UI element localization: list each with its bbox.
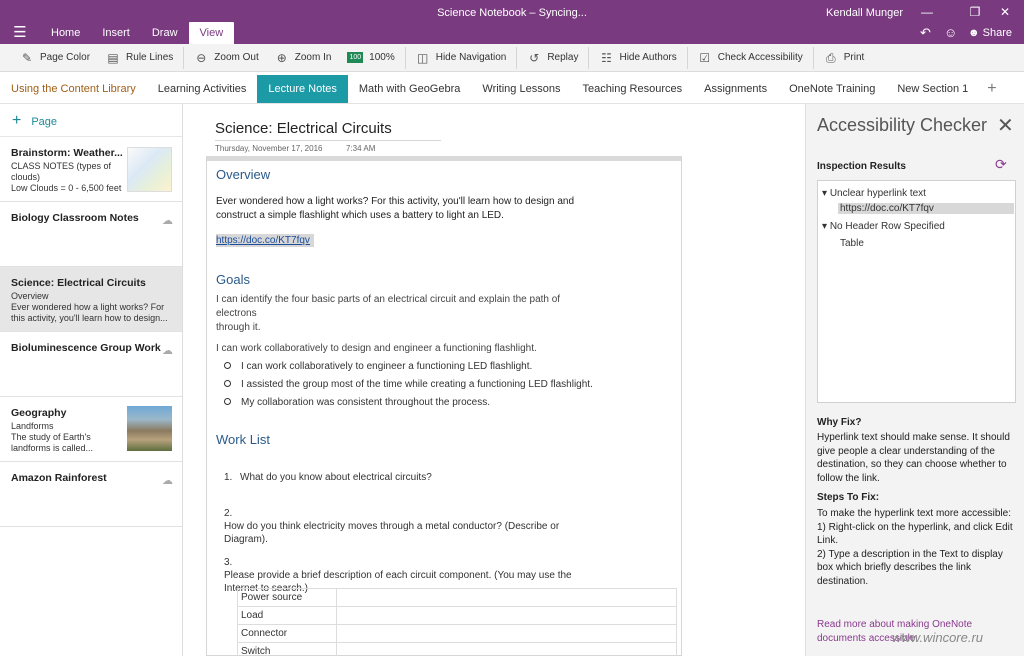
overview-text: [216, 195, 596, 223]
hide-authors-label: Hide Authors: [619, 52, 677, 63]
section-tab-assignments[interactable]: Assignments: [704, 83, 768, 95]
page-item-title: Biology Classroom Notes: [11, 212, 139, 224]
worklist-number: 3.: [224, 557, 233, 568]
bullet-text: I can work collaboratively to engineer a functioning LED flashlight.: [241, 361, 533, 372]
steps-line: 1) Right-click on the hyperlink, and click Edit Link.: [817, 521, 1013, 546]
replay-button[interactable]: [519, 44, 586, 72]
print-icon: ⎙: [825, 50, 836, 65]
zoom-in-icon: ⊕: [276, 50, 287, 65]
worklist-text: What do you know about electrical circuits?: [240, 472, 432, 483]
bullet-circle-icon: [224, 362, 231, 369]
hide-navigation-icon: ◫: [417, 50, 429, 65]
worklist-heading: Work List: [216, 432, 270, 447]
zoom-100-button[interactable]: [339, 44, 402, 72]
rule-lines-icon: ▤: [107, 50, 119, 65]
share-button[interactable]: [968, 24, 1012, 42]
why-fix-text: Hyperlink text should make sense. It should give people a clear understanding of the destination, so they can choose whether to follow the link.: [817, 432, 1010, 484]
page-item-preview: this activity, you'll learn how to design...: [11, 313, 168, 323]
close-icon[interactable]: ✕: [999, 5, 1011, 19]
ribbon-divider: [405, 47, 406, 69]
page-date: Thursday, November 17, 2016: [215, 144, 323, 153]
bullet-text: I assisted the group most of the time while creating a functioning LED flashlight.: [241, 379, 593, 390]
page-item-title: Science: Electrical Circuits: [11, 277, 146, 289]
result-item[interactable]: Table: [840, 238, 864, 249]
goals-heading: Goals: [216, 272, 250, 287]
table-cell[interactable]: Load: [238, 607, 337, 625]
page-canvas[interactable]: [184, 104, 804, 656]
worklist-text: How do you think electricity moves through a metal conductor? (Describe or Diagram).: [224, 521, 560, 545]
page-item-electrical-circuits[interactable]: [0, 267, 182, 332]
ribbon-toolbar: [0, 44, 1024, 72]
section-tab-new-section-1[interactable]: New Section 1: [897, 83, 969, 95]
why-fix-label: Why Fix?: [817, 417, 862, 428]
user-name[interactable]: Kendall Munger: [826, 7, 904, 19]
page-title[interactable]: Science: Electrical Circuits: [215, 120, 441, 141]
zoom-out-icon: ⊖: [196, 50, 207, 65]
result-group-label: Unclear hyperlink text: [829, 188, 926, 199]
hyperlink[interactable]: https://doc.co/KT7fqv: [216, 234, 314, 247]
zoom-out-label: Zoom Out: [214, 52, 259, 63]
check-accessibility-icon: ☑: [699, 50, 711, 65]
goals-text-collab: I can work collaboratively to design and engineer a functioning flashlight.: [216, 343, 537, 354]
rule-lines-button[interactable]: [98, 44, 181, 72]
section-tab-content-library[interactable]: Using the Content Library: [11, 83, 136, 95]
result-item[interactable]: https://doc.co/KT7fqv: [838, 203, 1014, 214]
page-color-label: Page Color: [40, 52, 91, 63]
page-item-preview: The study of Earth's: [11, 432, 91, 442]
worklist-item: [224, 507, 584, 546]
goals-text-line: through it.: [216, 322, 261, 333]
tab-draw[interactable]: Draw: [151, 27, 178, 39]
window-title: Science Notebook – Syncing...: [437, 7, 587, 19]
steps-to-fix-text: [817, 507, 1017, 588]
replay-label: Replay: [547, 52, 579, 63]
accessibility-checker-title: Accessibility Checker: [817, 115, 988, 135]
tab-insert[interactable]: Insert: [102, 27, 130, 39]
ribbon-divider: [813, 47, 814, 69]
hide-navigation-label: Hide Navigation: [435, 52, 507, 63]
table-row: [238, 625, 677, 643]
section-tab-teaching-resources[interactable]: Teaching Resources: [582, 83, 683, 95]
plus-icon: +: [12, 112, 22, 129]
add-page-label: Page: [31, 116, 58, 128]
overview-text-line: construct a simple flashlight which uses a battery to light an LED.: [216, 210, 504, 221]
check-accessibility-label: Check Accessibility: [717, 52, 803, 63]
minimize-icon[interactable]: —: [921, 5, 933, 19]
table-row: [238, 589, 677, 607]
worklist-number: 1.: [224, 472, 233, 483]
circuit-table[interactable]: [237, 588, 677, 656]
page-item-preview: Low Clouds = 0 - 6,500 feet: [11, 183, 122, 193]
steps-to-fix-label: Steps To Fix:: [817, 492, 880, 503]
zoom-out-button[interactable]: [186, 44, 266, 72]
zoom-100-icon: 100: [349, 54, 362, 61]
print-button[interactable]: [816, 44, 873, 72]
bullet-circle-icon: [224, 398, 231, 405]
table-row: [238, 643, 677, 656]
menu-tabs: [40, 22, 234, 44]
table-cell[interactable]: [337, 607, 677, 625]
hamburger-menu-icon[interactable]: ☰: [13, 24, 27, 41]
section-tab-onenote-training[interactable]: OneNote Training: [789, 83, 876, 95]
hide-navigation-button[interactable]: [408, 44, 515, 72]
page-item-geography[interactable]: [0, 397, 182, 462]
worklist-text: Please provide a brief description of each circuit component. (You may use the Internet to search.): [224, 570, 572, 594]
page-item-preview: Overview: [11, 291, 49, 301]
table-cell[interactable]: Power source: [238, 589, 337, 607]
page-time: 7:34 AM: [346, 144, 376, 153]
page-item-brainstorm[interactable]: [0, 137, 182, 202]
table-cell[interactable]: Switch: [238, 643, 337, 656]
goals-text-line: I can identify the four basic parts of an electrical circuit and explain the path of electrons: [216, 294, 561, 319]
tab-view[interactable]: View: [189, 22, 235, 44]
ribbon-divider: [687, 47, 688, 69]
table-row: [238, 607, 677, 625]
overview-text-line: Ever wondered how a light works? For this activity, you'll learn how to design and: [216, 196, 575, 207]
undo-icon[interactable]: ↶: [920, 25, 931, 40]
page-item-preview: landforms is called...: [11, 443, 94, 453]
page-item-title: Bioluminescence Group Work: [11, 342, 161, 354]
result-group[interactable]: [822, 188, 926, 199]
section-tab-lecture-notes[interactable]: Lecture Notes: [257, 75, 347, 103]
table-cell[interactable]: [337, 643, 677, 656]
caret-down-icon: ▾: [822, 221, 830, 232]
worklist-item: [224, 471, 584, 484]
page-item-title: Brainstorm: Weather...: [11, 147, 123, 159]
page-thumbnail-image: [127, 406, 172, 451]
share-person-icon: ☻: [968, 27, 983, 39]
ribbon-divider: [588, 47, 589, 69]
replay-icon: ↺: [529, 50, 540, 65]
bullet-item: [224, 379, 593, 390]
steps-line: 2) Type a description in the Text to display box which briefly describes the link destination.: [817, 548, 1003, 587]
hide-authors-button[interactable]: [591, 44, 684, 72]
caret-down-icon: ▾: [822, 188, 830, 199]
cloud-icon: ☁: [162, 345, 173, 357]
add-section-icon[interactable]: +: [987, 80, 997, 97]
restore-icon[interactable]: ❐: [969, 5, 981, 19]
bullet-circle-icon: [224, 380, 231, 387]
section-tabs: [0, 72, 1024, 104]
page-item-preview: Landforms: [11, 421, 54, 431]
ribbon-divider: [183, 47, 184, 69]
zoom-100-label: 100%: [369, 52, 395, 63]
page-item-bioluminescence[interactable]: [0, 332, 182, 397]
ribbon-divider: [516, 47, 517, 69]
page-item-title: Amazon Rainforest: [11, 472, 107, 484]
watermark: www.wincore.ru: [892, 630, 984, 645]
page-item-preview: clouds): [11, 172, 41, 182]
page-item-amazon-rainforest[interactable]: [0, 462, 182, 527]
section-tab-learning-activities[interactable]: Learning Activities: [157, 83, 247, 95]
result-group[interactable]: [822, 221, 945, 232]
accessibility-checker-pane: [805, 104, 1024, 656]
steps-line: To make the hyperlink text more accessible:: [817, 508, 1011, 519]
pages-pane: [0, 104, 183, 656]
page-thumbnail-image: [127, 147, 172, 192]
add-page-button[interactable]: [0, 104, 182, 137]
overview-heading: Overview: [216, 167, 271, 182]
title-bar: [0, 0, 1024, 44]
goals-text: [216, 293, 596, 335]
section-tab-writing-lessons[interactable]: Writing Lessons: [482, 83, 561, 95]
page-item-biology[interactable]: [0, 202, 182, 267]
table-cell[interactable]: Connector: [238, 625, 337, 643]
cloud-icon: ☁: [162, 475, 173, 487]
page-color-button[interactable]: [12, 44, 98, 72]
page-color-icon: ✎: [21, 50, 33, 65]
worklist-number: 2.: [224, 508, 233, 519]
page-item-preview: CLASS NOTES (types of: [11, 161, 112, 171]
inspection-results-tree: [817, 180, 1016, 403]
page-item-title: Geography: [11, 407, 67, 419]
refresh-icon[interactable]: ⟳: [995, 156, 1007, 172]
result-group-label: No Header Row Specified: [829, 221, 945, 232]
table-cell[interactable]: [337, 589, 677, 607]
inspection-results-label: Inspection Results: [817, 161, 906, 172]
share-label: Share: [982, 27, 1012, 39]
close-icon[interactable]: ✕: [997, 115, 1014, 137]
hide-authors-icon: ☷: [601, 50, 612, 65]
zoom-in-label: Zoom In: [294, 52, 332, 63]
read-more-link[interactable]: Read more about making OneNote documents accessible: [817, 619, 973, 644]
section-tab-math-geogebra[interactable]: Math with GeoGebra: [358, 83, 461, 95]
rule-lines-label: Rule Lines: [126, 52, 174, 63]
table-cell[interactable]: [337, 625, 677, 643]
bullet-item: [224, 361, 532, 372]
person-icon[interactable]: ☺: [944, 25, 958, 40]
print-label: Print: [843, 52, 865, 63]
page-item-preview: Ever wondered how a light works? For: [11, 302, 165, 312]
bullet-text: My collaboration was consistent throughout the process.: [241, 397, 491, 408]
tab-home[interactable]: Home: [51, 27, 81, 39]
cloud-icon: ☁: [162, 215, 173, 227]
check-accessibility-button[interactable]: [690, 44, 811, 72]
bullet-item: [224, 397, 490, 408]
zoom-in-button[interactable]: [267, 44, 340, 72]
